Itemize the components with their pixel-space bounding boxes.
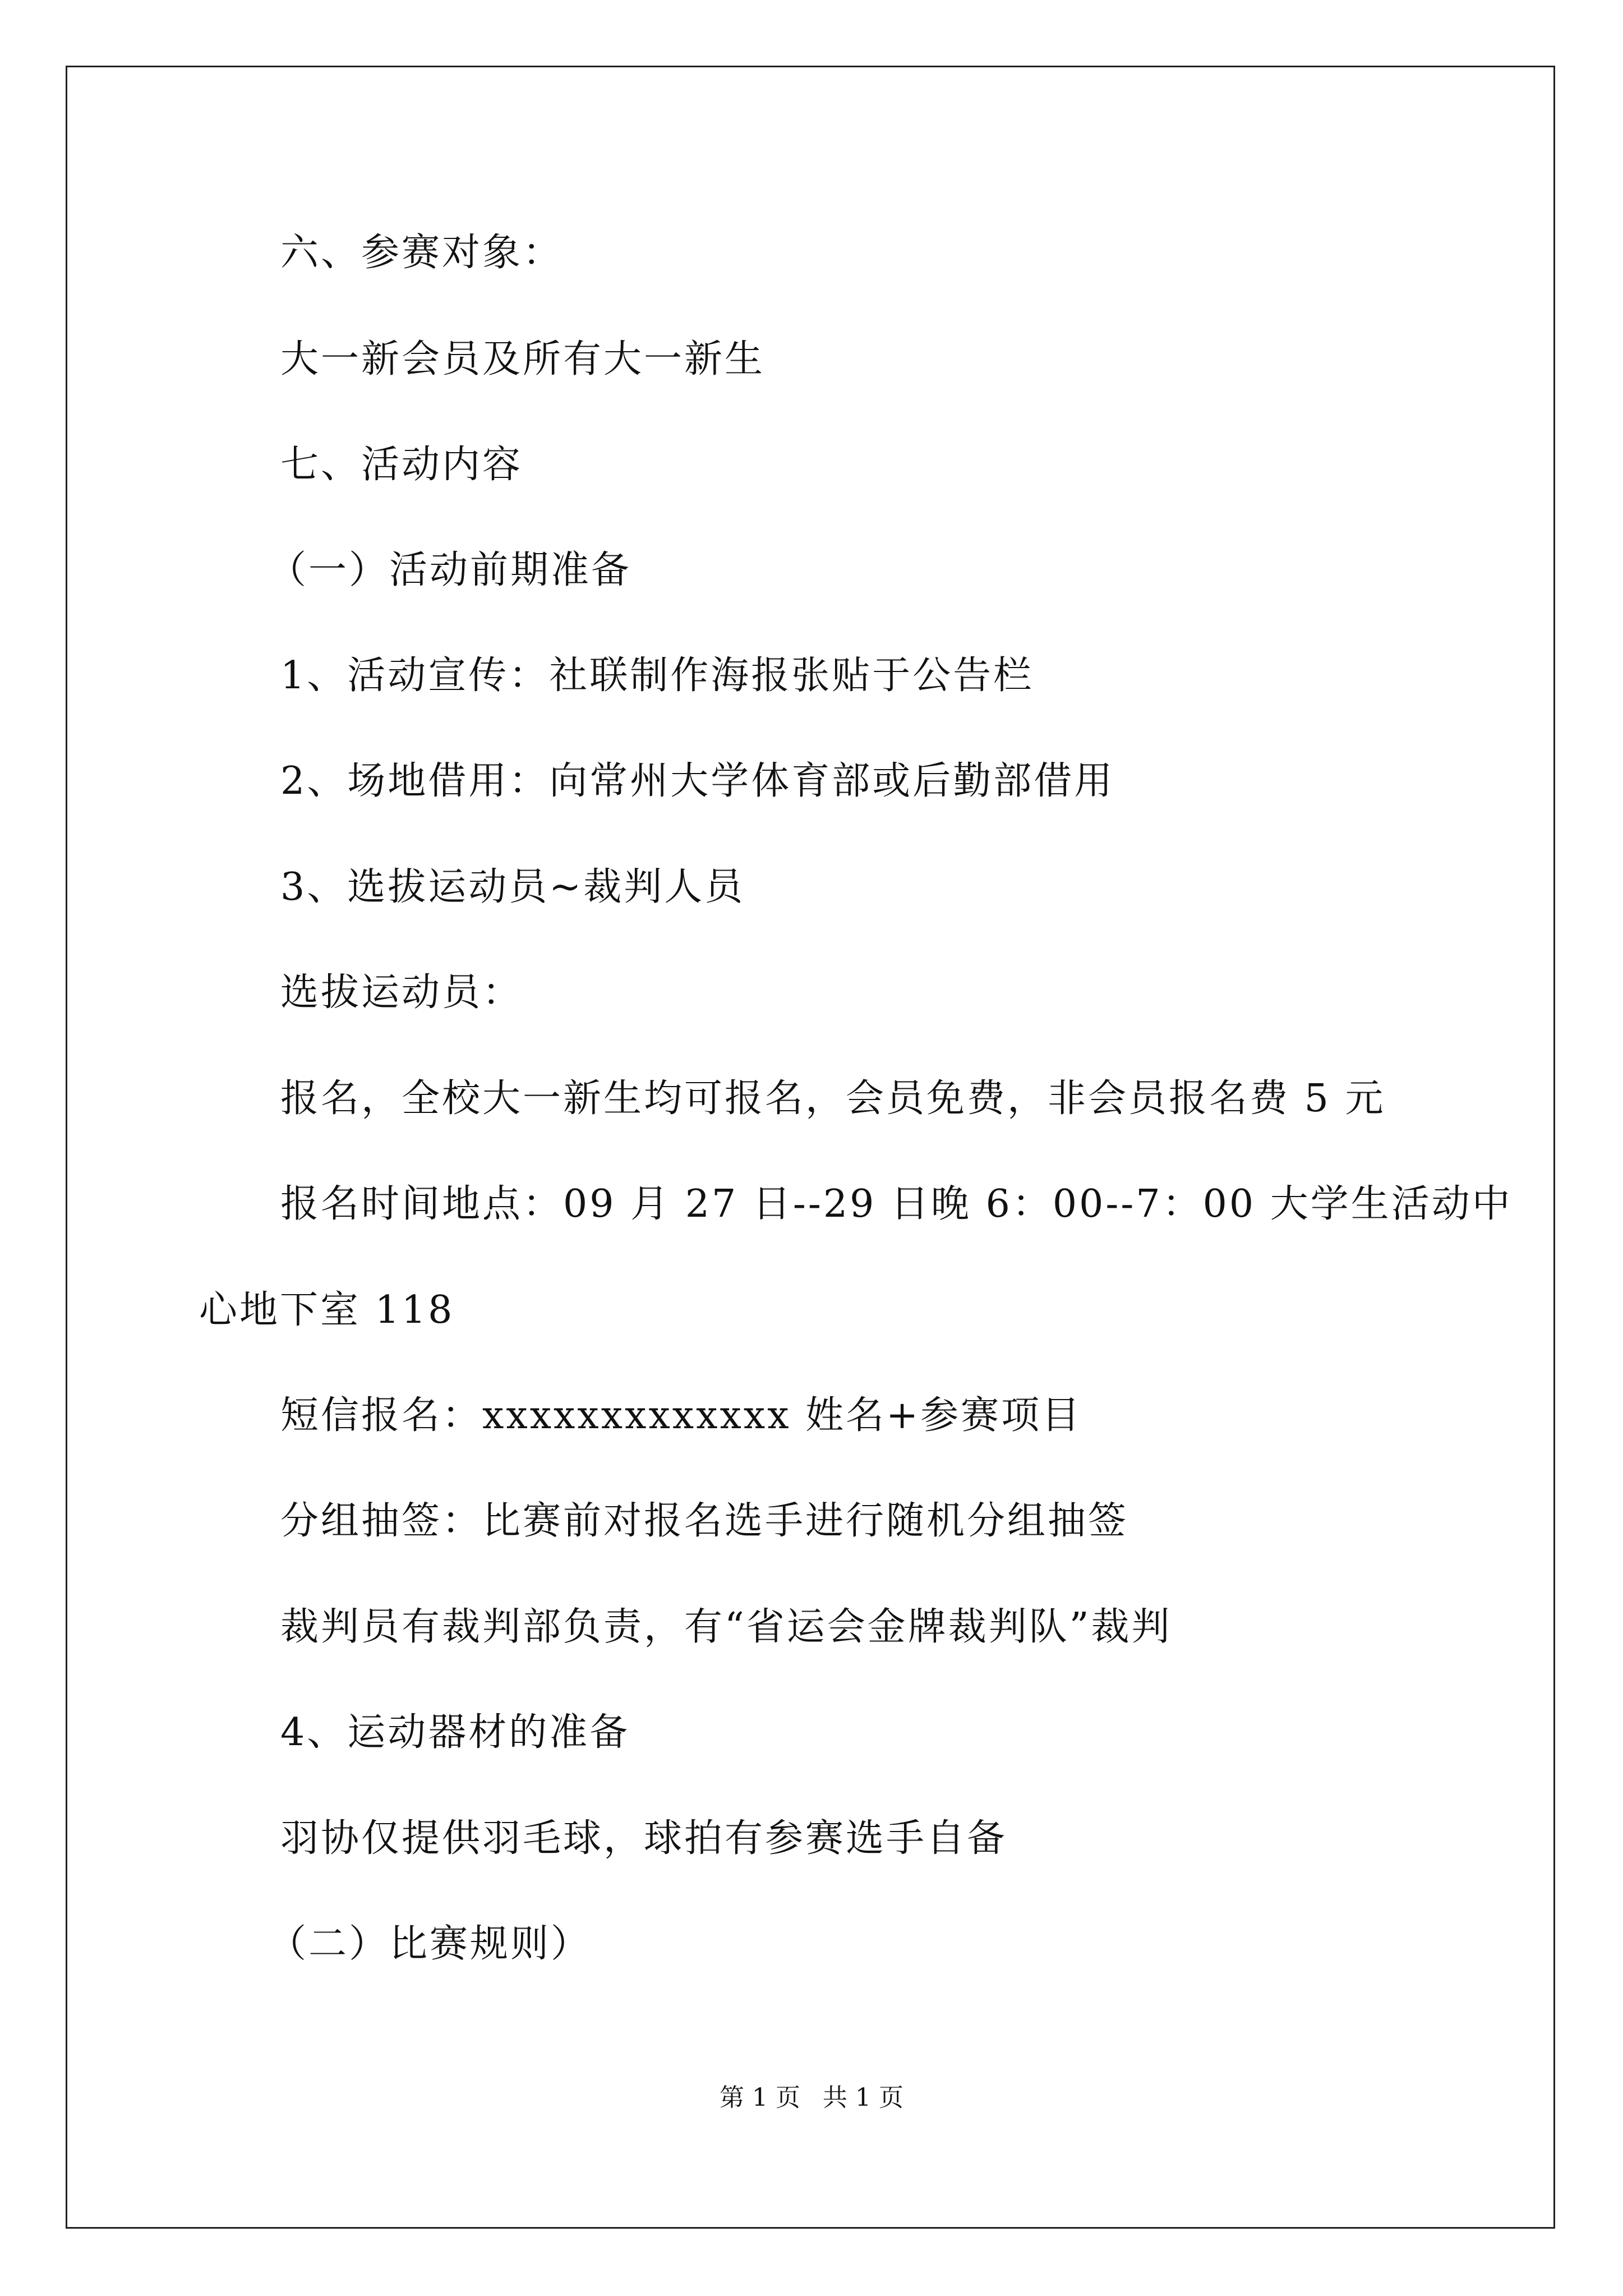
paragraph-line-continued: 心地下室 118 <box>199 1288 455 1332</box>
paragraph-line: 分组抽签：比赛前对报名选手进行随机分组抽签 <box>280 1499 1129 1543</box>
paragraph-line: 4、运动器材的准备 <box>280 1710 630 1755</box>
page-border <box>66 66 1555 2229</box>
paragraph-line: 2、场地借用：向常州大学体育部或后勤部借用 <box>280 759 1115 803</box>
paragraph-line: 短信报名：xxxxxxxxxxxxx 姓名+参赛项目 <box>280 1393 1082 1438</box>
paragraph-line: 1、活动宣传：社联制作海报张贴于公告栏 <box>280 654 1034 698</box>
subsection-heading-rules: （二）比赛规则） <box>268 1922 592 1966</box>
subsection-heading-preparation: （一）活动前期准备 <box>268 548 632 592</box>
paragraph-line: 报名时间地点：09 月 27 日--29 日晚 6：00--7：00 大学生活动中 <box>280 1182 1513 1226</box>
paragraph-line: 羽协仅提供羽毛球，球拍有参赛选手自备 <box>280 1816 1008 1861</box>
paragraph-line: 选拔运动员： <box>280 970 523 1015</box>
paragraph-line: 3、选拔运动员~裁判人员 <box>280 865 745 909</box>
section-heading-participants: 六、参赛对象： <box>280 231 564 275</box>
page-number-total: 共 1 页 <box>823 2083 903 2112</box>
page-footer <box>0 2081 1623 2115</box>
section-heading-activity-content: 七、活动内容 <box>280 443 523 487</box>
paragraph-line: 报名，全校大一新生均可报名，会员免费，非会员报名费 5 元 <box>280 1076 1386 1121</box>
page-number-current: 第 1 页 <box>720 2083 800 2112</box>
paragraph-line: 大一新会员及所有大一新生 <box>280 337 766 381</box>
paragraph-line: 裁判员有裁判部负责，有“省运会金牌裁判队”裁判 <box>280 1605 1172 1649</box>
